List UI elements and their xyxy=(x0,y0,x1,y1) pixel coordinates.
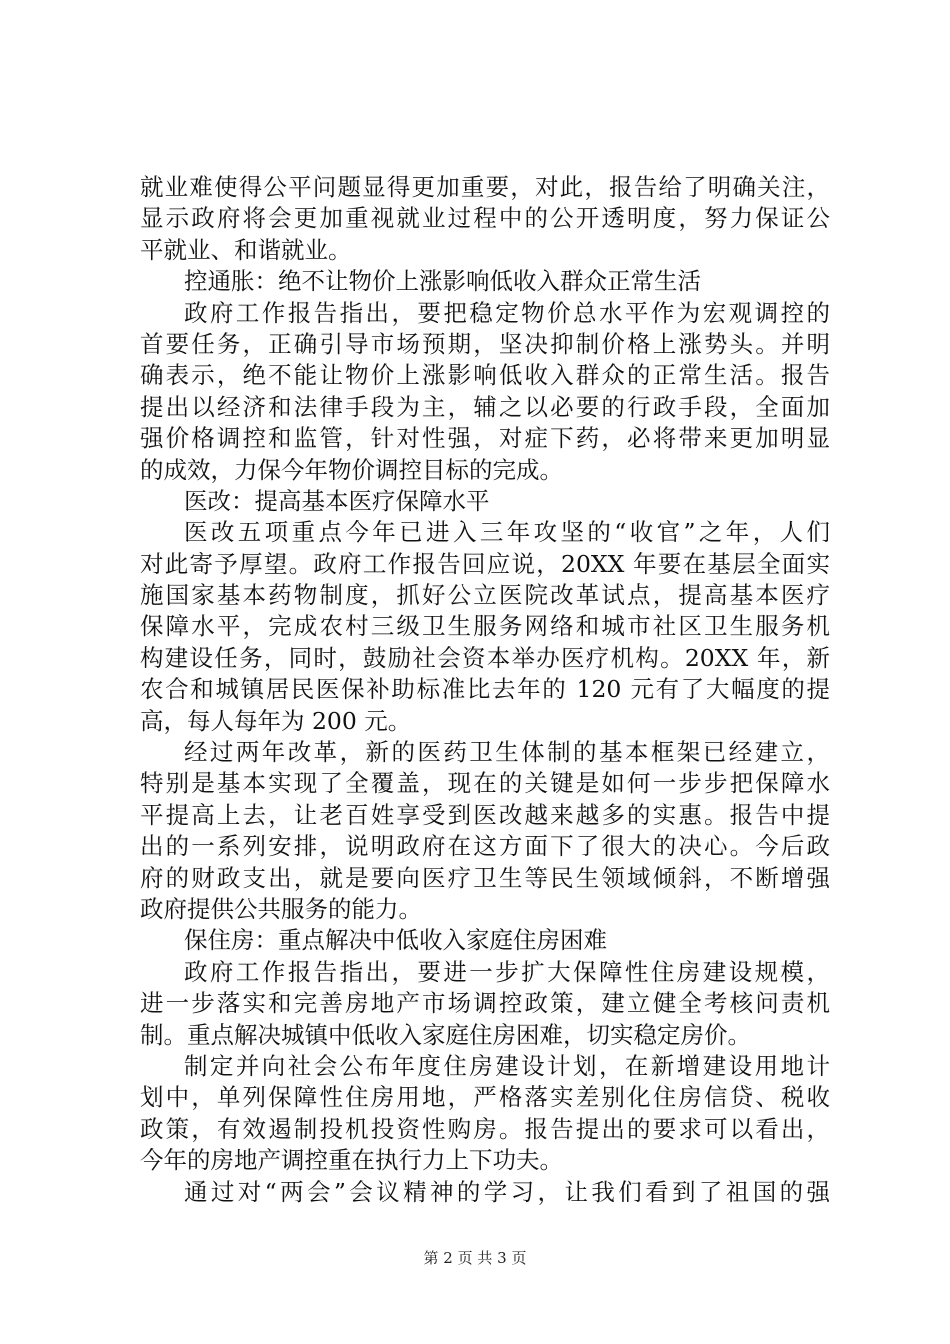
body-line: 通过对“两会”会议精神的学习，让我们看到了祖国的强 xyxy=(184,1177,830,1206)
body-line: 施国家基本药物制度，抓好公立医院改革试点，提高基本医疗 xyxy=(140,581,830,610)
body-line: 出的一系列安排，说明政府在这方面下了很大的决心。今后政 xyxy=(140,832,830,861)
body-line: 经过两年改革，新的医药卫生体制的基本框架已经建立， xyxy=(184,738,830,767)
document-body xyxy=(140,172,830,1208)
body-line: 政策，有效遏制投机投资性购房。报告提出的要求可以看出， xyxy=(140,1114,830,1143)
body-line: 划中，单列保障性住房用地，严格落实差别化住房信贷、税收 xyxy=(140,1083,830,1112)
body-line: 政府工作报告指出，要把稳定物价总水平作为宏观调控的 xyxy=(184,298,830,327)
body-line: 首要任务，正确引导市场预期，坚决抑制价格上涨势头。并明 xyxy=(140,329,830,358)
body-line: 构建设任务，同时，鼓励社会资本举办医疗机构。20XX 年，新 xyxy=(140,643,830,672)
body-line: 对此寄予厚望。政府工作报告回应说，20XX 年要在基层全面实 xyxy=(140,549,830,578)
body-line: 进一步落实和完善房地产市场调控政策，建立健全考核问责机 xyxy=(140,989,830,1018)
body-line: 医改五项重点今年已进入三年攻坚的“收官”之年，人们 xyxy=(184,518,830,547)
body-line: 的成效，力保今年物价调控目标的完成。 xyxy=(140,455,563,484)
section-heading-housing: 保住房：重点解决中低收入家庭住房困难 xyxy=(184,926,607,955)
body-line: 农合和城镇居民医保补助标准比去年的 120 元有了大幅度的提 xyxy=(140,675,830,704)
body-line: 平就业、和谐就业。 xyxy=(140,235,352,264)
body-line: 提出以经济和法律手段为主，辅之以必要的行政手段，全面加 xyxy=(140,392,830,421)
body-line: 显示政府将会更加重视就业过程中的公开透明度，努力保证公 xyxy=(140,204,830,233)
body-line: 就业难使得公平问题显得更加重要，对此，报告给了明确关注， xyxy=(140,173,830,201)
body-line: 政府工作报告指出，要进一步扩大保障性住房建设规模， xyxy=(184,957,830,986)
body-line: 府的财政支出，就是要向医疗卫生等民生领域倾斜，不断增强 xyxy=(140,863,830,892)
body-line: 强价格调控和监管，针对性强，对症下药，必将带来更加明显 xyxy=(140,424,830,453)
section-heading-inflation: 控通胀：绝不让物价上涨影响低收入群众正常生活 xyxy=(184,267,701,296)
body-line: 政府提供公共服务的能力。 xyxy=(140,894,422,923)
section-heading-healthcare: 医改：提高基本医疗保障水平 xyxy=(184,486,490,515)
body-line: 确表示，绝不能让物价上涨影响低收入群众的正常生活。报告 xyxy=(140,361,830,390)
body-line: 高，每人每年为 200 元。 xyxy=(140,706,412,735)
body-line: 制定并向社会公布年度住房建设计划，在新增建设用地计 xyxy=(184,1051,830,1080)
body-line: 保障水平，完成农村三级卫生服务网络和城市社区卫生服务机 xyxy=(140,612,830,641)
body-line: 平提高上去，让老百姓享受到医改越来越多的实惠。报告中提 xyxy=(140,800,830,829)
page-footer: 第 2 页 共 3 页 xyxy=(423,1249,527,1267)
body-line: 今年的房地产调控重在执行力上下功夫。 xyxy=(140,1146,563,1175)
body-line: 特别是基本实现了全覆盖，现在的关键是如何一步步把保障水 xyxy=(140,769,830,798)
body-line: 制。重点解决城镇中低收入家庭住房困难，切实稳定房价。 xyxy=(140,1020,751,1049)
